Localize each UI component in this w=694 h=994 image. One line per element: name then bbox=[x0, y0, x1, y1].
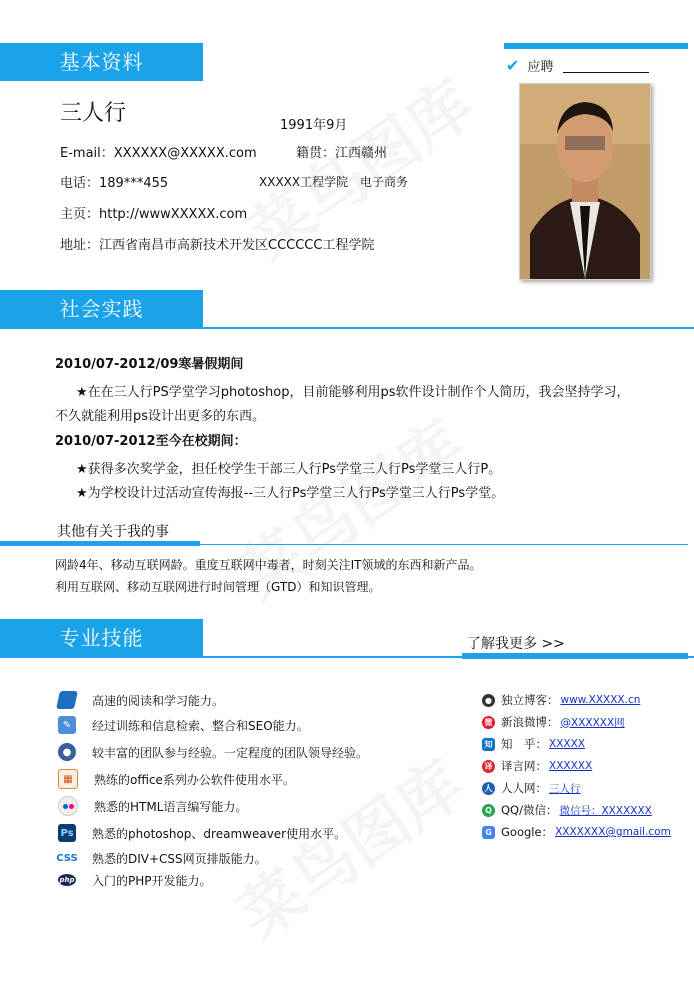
portrait-image bbox=[520, 84, 650, 279]
homepage: 主页：http://wwwXXXXX.com bbox=[60, 207, 248, 222]
skill-item: Ps 熟悉的photoshop、dreamweaver使用水平。 bbox=[58, 822, 346, 844]
weibo-icon: 微 bbox=[482, 716, 495, 729]
apply-blank bbox=[563, 58, 649, 73]
birth-date: 1991年9月 bbox=[280, 118, 348, 133]
contact-title: 了解我更多 >> bbox=[467, 636, 565, 652]
google-icon: G bbox=[482, 826, 495, 839]
skill-item: ✎ 经过训练和信息检索、整合和SEO能力。 bbox=[58, 714, 309, 736]
practice-item-3: ★为学校设计过活动宣传海报--三人行Ps学堂三人行Ps学堂三人行Ps学堂。 bbox=[76, 486, 505, 501]
weibo-link[interactable]: @XXXXXX网 bbox=[560, 716, 625, 729]
php-icon: php bbox=[59, 876, 75, 884]
document-edit-icon: ✎ bbox=[58, 716, 76, 734]
section-practice-title: 社会实践 bbox=[59, 297, 144, 321]
apply-label: 应聘 bbox=[527, 60, 554, 75]
contact-item: ● 独立博客： www.XXXXX.cn bbox=[482, 690, 640, 710]
yeeyan-icon: 译 bbox=[482, 760, 495, 773]
section-basic-header bbox=[0, 43, 203, 81]
address: 地址：江西省南昌市高新技术开发区CCCCCC工程学院 bbox=[60, 238, 375, 253]
section-practice-rule bbox=[0, 327, 694, 329]
css-icon: CSS bbox=[56, 852, 78, 864]
section-skills-header bbox=[0, 619, 203, 657]
qq-link[interactable]: 微信号：XXXXXXX bbox=[559, 804, 652, 817]
origin: 籍贯：江西赣州 bbox=[296, 146, 388, 161]
about-title: 其他有关于我的事 bbox=[57, 524, 169, 540]
qq-icon: Q bbox=[482, 804, 495, 817]
section-basic-title: 基本资料 bbox=[59, 50, 144, 74]
name-title: 三人行 bbox=[60, 101, 127, 126]
school: XXXXX工程学院 bbox=[259, 175, 349, 189]
zhihu-icon: 知 bbox=[482, 738, 495, 751]
contact-item: 人 人人网： 三人行 bbox=[482, 778, 581, 798]
team-icon: ● bbox=[58, 743, 76, 761]
contact-item: 译 译言网： XXXXXX bbox=[482, 756, 592, 776]
flickr-icon bbox=[58, 796, 78, 816]
apply-row bbox=[506, 56, 649, 75]
practice-period-2: 2010/07-2012至今在校期间： bbox=[55, 434, 247, 449]
photoshop-icon: Ps bbox=[58, 824, 76, 842]
renren-link[interactable]: 三人行 bbox=[549, 782, 581, 795]
section-practice-header bbox=[0, 290, 203, 328]
contact-header-bar bbox=[462, 653, 688, 659]
profile-photo bbox=[519, 83, 651, 280]
contact-item: Q QQ/微信： 微信号：XXXXXXX bbox=[482, 800, 652, 820]
contact-item: G Google： XXXXXXX@gmail.com bbox=[482, 822, 671, 842]
contact-item: 微 新浪微博： @XXXXXX网 bbox=[482, 712, 625, 732]
skill-item: ▦ 熟练的office系列办公软件使用水平。 bbox=[58, 768, 295, 790]
book-icon bbox=[56, 691, 78, 709]
blog-icon: ● bbox=[482, 694, 495, 707]
skill-item: php 入门的PHP开发能力。 bbox=[59, 873, 212, 888]
about-rule bbox=[0, 544, 688, 545]
office-icon: ▦ bbox=[58, 769, 78, 789]
zhihu-link[interactable]: XXXXX bbox=[549, 738, 585, 750]
skill-item: 高速的阅读和学习能力。 bbox=[58, 689, 224, 711]
contact-item: 知 知 乎： XXXXX bbox=[482, 734, 585, 754]
skill-item: 熟悉的HTML语言编写能力。 bbox=[58, 795, 247, 817]
about-line-2: 利用互联网、移动互联网进行时间管理（GTD）和知识管理。 bbox=[55, 580, 381, 594]
checkmark-icon: ✔ bbox=[506, 56, 520, 75]
about-line-1: 网龄4年、移动互联网龄。重度互联网中毒者，时刻关注IT领域的东西和新产品。 bbox=[55, 558, 482, 572]
section-skills-title: 专业技能 bbox=[59, 626, 144, 650]
yeeyan-link[interactable]: XXXXXX bbox=[549, 760, 593, 772]
practice-item-2: ★获得多次奖学金，担任校学生干部三人行Ps学堂三人行Ps学堂三人行P。 bbox=[76, 462, 502, 477]
phone: 电话：189***455 bbox=[60, 176, 169, 191]
major: 电子商务 bbox=[360, 175, 409, 189]
renren-icon: 人 bbox=[482, 782, 495, 795]
email: E-mail：XXXXXX@XXXXX.com bbox=[60, 146, 257, 161]
practice-item-1-line-2: 不久就能利用ps设计出更多的东西。 bbox=[55, 409, 266, 424]
practice-period-1: 2010/07-2012/09寒暑假期间 bbox=[55, 357, 244, 372]
google-link[interactable]: XXXXXXX@gmail.com bbox=[555, 826, 671, 838]
skill-item: ● 较丰富的团队参与经验。一定程度的团队领导经验。 bbox=[58, 741, 368, 763]
skill-item: CSS 熟悉的DIV+CSS网页排版能力。 bbox=[58, 847, 267, 869]
practice-item-1-line-1: ★在在三人行PS学堂学习photoshop，目前能够利用ps软件设计制作个人简历，我会坚持学习， bbox=[76, 385, 630, 400]
apply-top-bar bbox=[504, 43, 688, 49]
blog-link[interactable]: www.XXXXX.cn bbox=[560, 694, 641, 706]
